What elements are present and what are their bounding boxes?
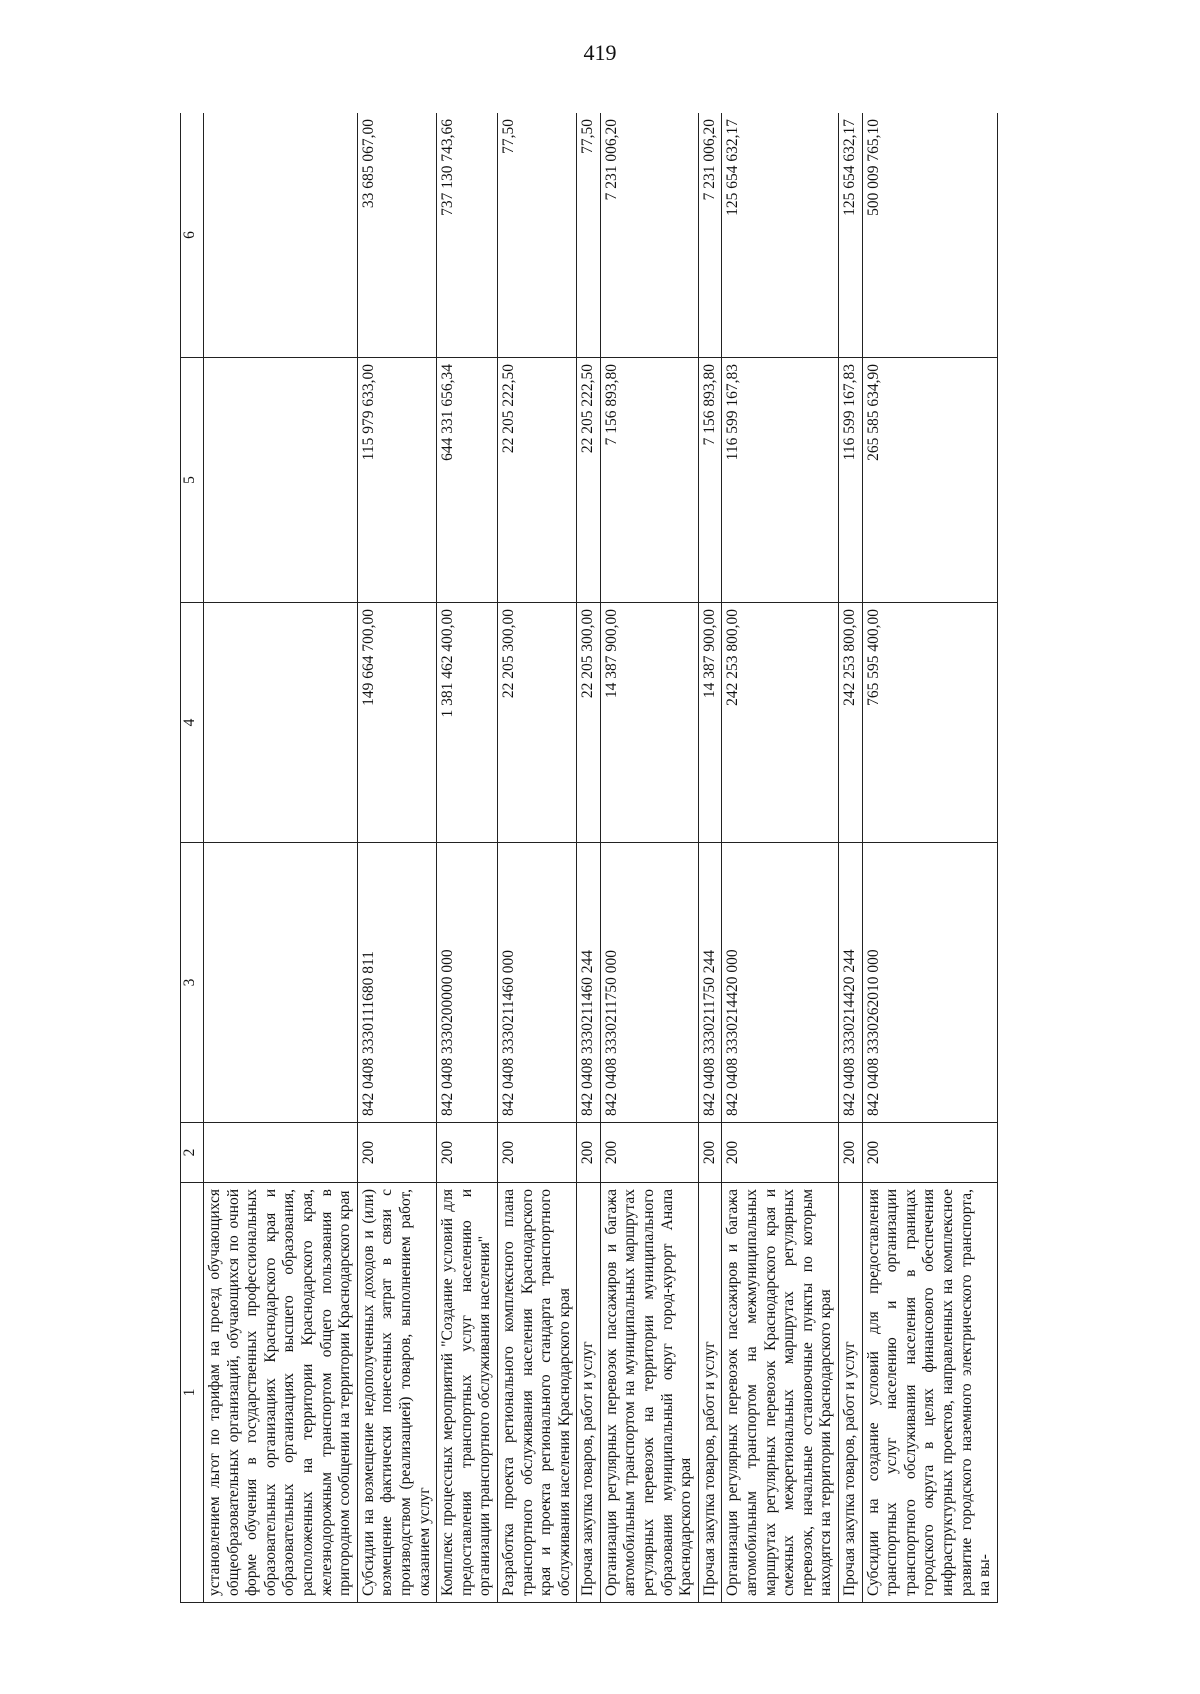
- row-name: установлением льгот по тарифам на проезд обучающихся общеобразовательных организаций, обучающихся по очной форме обучения в государственных профессиональных образовательных организациях Краснодарского края и образовательных организациях высшего образования, расположенных на территории Краснодарского края, железнодорожным транспортом общего пользования в пригородном сообщении на территории Краснодарского края: [204, 1183, 358, 1603]
- row-col6: 77,50: [497, 113, 576, 358]
- row-col4: 14 387 900,00: [600, 603, 698, 843]
- header-col-6: 6: [181, 113, 204, 358]
- row-code: 200: [437, 1123, 498, 1183]
- row-col6: 125 654 632,17: [839, 113, 863, 358]
- row-col4: 1 381 462 400,00: [437, 603, 498, 843]
- header-col-1: 1: [181, 1183, 204, 1603]
- row-col6: 33 685 067,00: [357, 113, 436, 358]
- row-col5: 22 205 222,50: [497, 358, 576, 603]
- row-kbk: 842 0408 3330211460 000: [497, 843, 576, 1123]
- row-col5: 116 599 167,83: [839, 358, 863, 603]
- row-col5: 115 979 633,00: [357, 358, 436, 603]
- row-col6: 77,50: [577, 113, 601, 358]
- table-row: [204, 113, 358, 1603]
- row-name: Субсидии на создание условий для предоставления транспортных услуг населению и организации транспортного обслуживания населения в границах городского округа в целях финансового обеспечения инфраструктурных проектов, направленных на комплексное развитие городского наземного электрического транспорта, на вы-: [862, 1183, 997, 1603]
- row-col6: 737 130 743,66: [437, 113, 498, 358]
- row-col6: 500 009 765,10: [862, 113, 997, 358]
- row-kbk: 842 0408 3330214420 244: [839, 843, 863, 1123]
- row-col4: 765 595 400,00: [862, 603, 997, 843]
- rotated-table-container: [180, 113, 1110, 1603]
- header-col-4: 4: [181, 603, 204, 843]
- row-kbk: 842 0408 3330211750 000: [600, 843, 698, 1123]
- page-number: 419: [583, 40, 617, 65]
- table-row: [722, 113, 839, 1603]
- row-col5: 265 585 634,90: [862, 358, 997, 603]
- row-code: 200: [357, 1123, 436, 1183]
- row-col6: [204, 113, 358, 358]
- row-code: 200: [600, 1123, 698, 1183]
- table-row: [862, 113, 997, 1603]
- table-row: [577, 113, 601, 1603]
- row-kbk: 842 0408 3330111680 811: [357, 843, 436, 1123]
- row-col4: 242 253 800,00: [839, 603, 863, 843]
- row-col5: 7 156 893,80: [698, 358, 722, 603]
- row-name: Комплекс процессных мероприятий "Создание условий для предоставления транспортных услуг населению и организации транспортного обслуживания населения": [437, 1183, 498, 1603]
- table-row: [600, 113, 698, 1603]
- row-col4: [204, 603, 358, 843]
- table-row: [839, 113, 863, 1603]
- row-kbk: 842 0408 3330214420 000: [722, 843, 839, 1123]
- row-kbk: [204, 843, 358, 1123]
- row-code: 200: [577, 1123, 601, 1183]
- row-name: Разработка проекта регионального комплексного плана транспортного обслуживания населения Краснодарского края и проекта регионального стандарта транспортного обслуживания населения Краснодарского края: [497, 1183, 576, 1603]
- row-kbk: 842 0408 3330262010 000: [862, 843, 997, 1123]
- row-col4: 22 205 300,00: [497, 603, 576, 843]
- table-row: [437, 113, 498, 1603]
- row-code: 200: [839, 1123, 863, 1183]
- row-name: Субсидии на возмещение недополученных доходов и (или) возмещение фактически понесенных затрат в связи с производством (реализацией) товаров, выполнением работ, оказанием услуг: [357, 1183, 436, 1603]
- row-col5: 644 331 656,34: [437, 358, 498, 603]
- table-row: [497, 113, 576, 1603]
- row-col5: 7 156 893,80: [600, 358, 698, 603]
- header-col-5: 5: [181, 358, 204, 603]
- row-col6: 7 231 006,20: [600, 113, 698, 358]
- row-code: 200: [862, 1123, 997, 1183]
- row-kbk: 842 0408 3330211750 244: [698, 843, 722, 1123]
- row-kbk: 842 0408 3330211460 244: [577, 843, 601, 1123]
- row-col4: 14 387 900,00: [698, 603, 722, 843]
- header-col-2: 2: [181, 1123, 204, 1183]
- row-code: 200: [722, 1123, 839, 1183]
- row-name: Прочая закупка товаров, работ и услуг: [698, 1183, 722, 1603]
- header-col-3: 3: [181, 843, 204, 1123]
- row-col4: 149 664 700,00: [357, 603, 436, 843]
- table-frame: [180, 113, 1110, 1603]
- row-kbk: 842 0408 3330200000 000: [437, 843, 498, 1123]
- row-col4: 22 205 300,00: [577, 603, 601, 843]
- row-col6: 125 654 632,17: [722, 113, 839, 358]
- row-col5: [204, 358, 358, 603]
- row-name: Организация регулярных перевозок пассажиров и багажа автомобильным транспортом на муниципальных маршрутах регулярных перевозок на территории муниципального образования муниципальный округ город-курорт Анапа Краснодарского края: [600, 1183, 698, 1603]
- row-col5: 116 599 167,83: [722, 358, 839, 603]
- table-row: [357, 113, 436, 1603]
- budget-table: [180, 113, 998, 1603]
- row-code: 200: [497, 1123, 576, 1183]
- row-code: 200: [698, 1123, 722, 1183]
- row-name: Прочая закупка товаров, работ и услуг: [839, 1183, 863, 1603]
- row-col5: 22 205 222,50: [577, 358, 601, 603]
- header-row: [181, 113, 204, 1603]
- row-name: Прочая закупка товаров, работ и услуг: [577, 1183, 601, 1603]
- table-row: [698, 113, 722, 1603]
- row-name: Организация регулярных перевозок пассажиров и багажа автомобильным транспортом на межмуниципальных маршрутах регулярных перевозок Краснодарского края и смежных межрегиональных маршрутах регулярных перевозок, начальные остановочные пункты по которым находятся на территории Краснодарского края: [722, 1183, 839, 1603]
- row-code: [204, 1123, 358, 1183]
- row-col4: 242 253 800,00: [722, 603, 839, 843]
- row-col6: 7 231 006,20: [698, 113, 722, 358]
